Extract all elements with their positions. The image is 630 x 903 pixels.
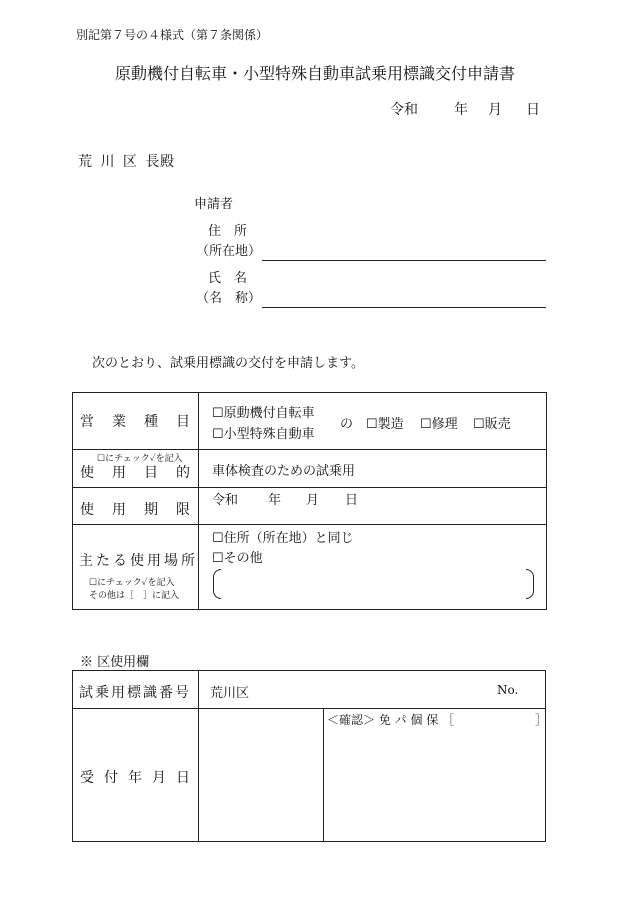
period-era: 令和: [212, 493, 239, 508]
table-divider: [323, 708, 324, 842]
date-month: 月: [488, 102, 502, 118]
other-location-bracket-close: [526, 569, 534, 599]
checkbox-other-location[interactable]: ☐その他: [212, 551, 263, 566]
confirmation-close: ］: [535, 713, 548, 727]
period-year: 年: [268, 493, 282, 508]
name-line[interactable]: [262, 307, 546, 308]
purpose-value: 車体検査のための試乗用: [212, 464, 356, 479]
checkbox-special-vehicle[interactable]: ☐小型特殊自動車: [212, 427, 315, 442]
form-number: 別記第７号の４様式（第７条関係）: [76, 28, 269, 42]
name-label: 氏 名: [208, 271, 248, 286]
date-year: 年: [454, 102, 468, 118]
office-use-label: ※ 区使用欄: [80, 655, 150, 670]
period-month: 月: [306, 493, 320, 508]
date-day: 日: [526, 102, 540, 118]
purpose-label: 使 用 目 的: [80, 465, 190, 481]
ward-name: 荒川区: [210, 686, 250, 701]
applicant-label: 申請者: [194, 197, 234, 212]
checkbox-repair[interactable]: ☐修理: [420, 417, 458, 432]
row-divider: [72, 524, 547, 525]
purpose-note: ☐にチェック✓を記入: [97, 454, 183, 464]
addressee-honorific: 殿: [160, 154, 174, 170]
checkbox-sales[interactable]: ☐販売: [473, 417, 511, 432]
addressee-name: 荒 川 区 長: [78, 154, 162, 170]
page-title: 原動機付自転車・小型特殊自動車試乗用標識交付申請書: [114, 64, 515, 83]
checkbox-same-address[interactable]: ☐住所（所在地）と同じ: [212, 531, 354, 546]
row-divider: [72, 487, 547, 488]
address-label: 住 所: [208, 224, 248, 239]
period-day: 日: [345, 493, 359, 508]
intro-text: 次のとおり、試乗用標識の交付を申請します。: [92, 356, 364, 371]
row-divider: [72, 708, 546, 709]
date-era: 令和: [390, 102, 418, 118]
plate-number-label: 試乗用標識番号: [79, 685, 191, 701]
received-date-label: 受 付 年 月 日: [80, 770, 190, 786]
checkbox-manufacture[interactable]: ☐製造: [366, 417, 404, 432]
confirmation-checks: ＜確認＞ 免 パ 個 保 ［: [327, 713, 455, 727]
location-note-1: ☐にチェック✓を記入: [89, 578, 175, 588]
row-divider: [72, 449, 547, 450]
other-location-input[interactable]: [222, 569, 524, 599]
table-divider: [198, 392, 199, 610]
location-note-2: その他は［ ］に記入: [89, 591, 180, 601]
business-type-label: 営 業 種 目: [80, 414, 190, 430]
other-location-bracket-open: [213, 569, 221, 599]
name-sublabel: （名 称）: [196, 291, 262, 306]
location-label: 主たる使用場所: [79, 553, 198, 569]
period-label: 使 用 期 限: [80, 502, 190, 518]
address-sublabel: （所在地）: [196, 244, 262, 259]
connector-no: の: [340, 417, 354, 432]
table-divider: [198, 670, 199, 842]
checkbox-moped[interactable]: ☐原動機付自転車: [212, 406, 315, 421]
number-mark: No.: [497, 683, 519, 697]
address-line[interactable]: [262, 260, 546, 261]
